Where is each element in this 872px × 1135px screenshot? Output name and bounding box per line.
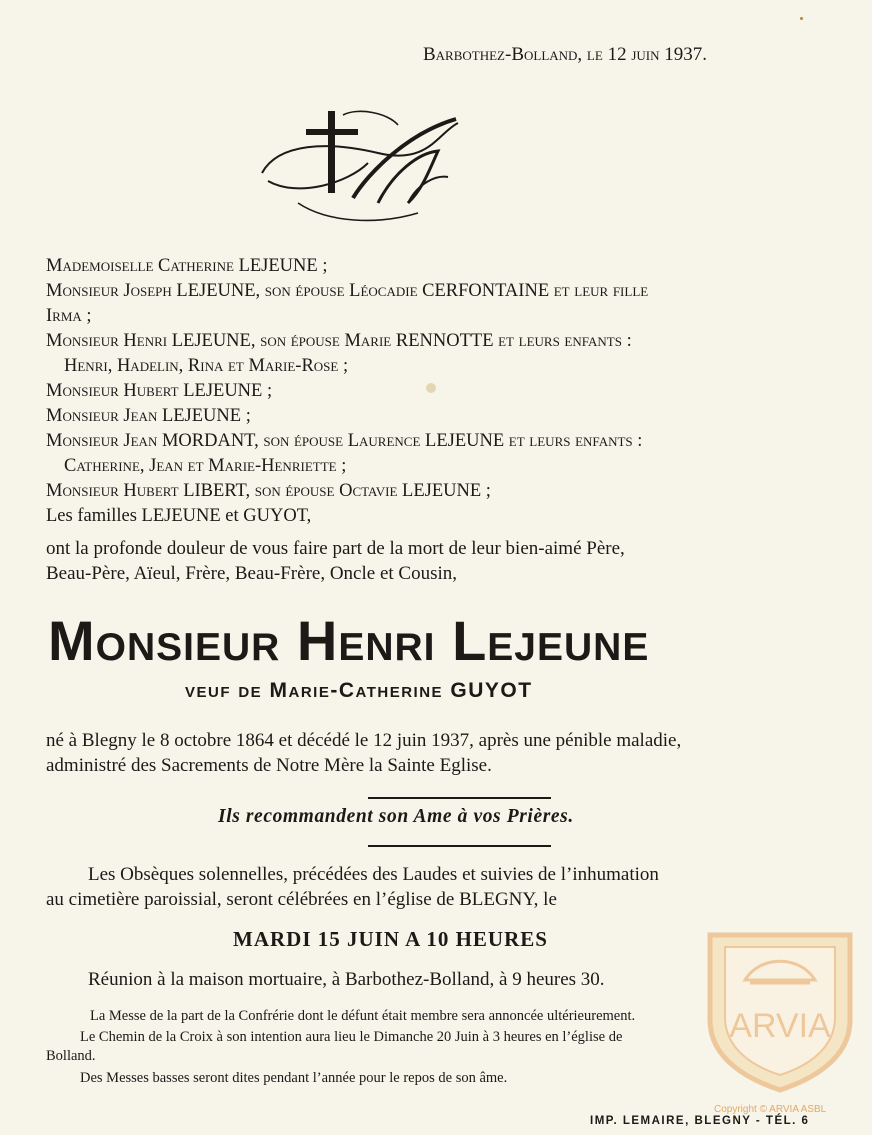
bio-line: né à Blegny le 8 octobre 1864 et décédé le 12 juin 1937, après une pénible maladie, xyxy=(46,730,682,751)
funeral-datetime: MARDI 15 JUIN A 10 HEURES xyxy=(233,927,548,951)
funeral-line: Les Obsèques solennelles, précédées des Laudes et suivies de l’inhumation xyxy=(88,864,659,885)
deceased-name: Monsieur Henri Lejeune xyxy=(48,609,650,672)
watermark-copyright: Copyright © ARVIA ASBL xyxy=(714,1104,827,1115)
printer-imprint: IMP. LEMAIRE, BLEGNY - TÉL. 6 xyxy=(590,1115,810,1127)
family-line: Monsieur Henri LEJEUNE, son épouse Marie RENNOTTE et leurs enfants : xyxy=(46,331,632,351)
bio-line: administré des Sacrements de Notre Mère la Sainte Eglise. xyxy=(46,755,492,776)
widower-of: veuf de Marie-Catherine GUYOT xyxy=(185,679,533,702)
family-line: Mademoiselle Catherine LEJEUNE ; xyxy=(46,256,328,276)
family-line: Monsieur Hubert LEJEUNE ; xyxy=(46,381,273,401)
arvia-logo-text: ARVIA xyxy=(729,1007,831,1045)
family-line: Henri, Hadelin, Rina et Marie-Rose ; xyxy=(64,356,349,376)
family-line: Monsieur Joseph LEJEUNE, son épouse Léocadie CERFONTAINE et leur fille xyxy=(46,281,649,301)
note-line: Le Chemin de la Croix à son intention aura lieu le Dimanche 20 Juin à 3 heures en l’église de xyxy=(80,1029,623,1045)
gathering-line: Réunion à la maison mortuaire, à Barbothez-Bolland, à 9 heures 30. xyxy=(88,969,605,990)
note-line: La Messe de la part de la Confrérie dont le défunt était membre sera annoncée ultérieurement. xyxy=(90,1008,636,1024)
announcement-line: ont la profonde douleur de vous faire part de la mort de leur bien-aimé Père, xyxy=(46,538,625,559)
divider xyxy=(368,797,551,799)
family-line: Monsieur Jean LEJEUNE ; xyxy=(46,406,251,426)
note-line: Des Messes basses seront dites pendant l’année pour le repos de son âme. xyxy=(80,1070,508,1086)
family-line: Catherine, Jean et Marie-Henriette ; xyxy=(64,456,347,476)
family-line: Les familles LEJEUNE et GUYOT, xyxy=(46,506,312,526)
divider xyxy=(368,845,551,847)
family-line: Monsieur Hubert LIBERT, son épouse Octavie LEJEUNE ; xyxy=(46,481,491,501)
cross-monogram-icon xyxy=(258,103,463,231)
arvia-logo xyxy=(700,925,860,1095)
family-line: Irma ; xyxy=(46,306,92,326)
funeral-line: au cimetière paroissial, seront célébrées en l’église de BLEGNY, le xyxy=(46,889,557,910)
note-line: Bolland. xyxy=(46,1048,96,1064)
place-date: Barbothez-Bolland, le 12 juin 1937. xyxy=(423,44,707,65)
paper-speck xyxy=(800,17,803,20)
announcement-line: Beau-Père, Aïeul, Frère, Beau-Frère, Oncle et Cousin, xyxy=(46,563,458,584)
family-line: Monsieur Jean MORDANT, son épouse Laurence LEJEUNE et leurs enfants : xyxy=(46,431,643,451)
prayer-line: Ils recommandent son Ame à vos Prières. xyxy=(218,806,574,827)
paper-speck xyxy=(426,383,436,393)
